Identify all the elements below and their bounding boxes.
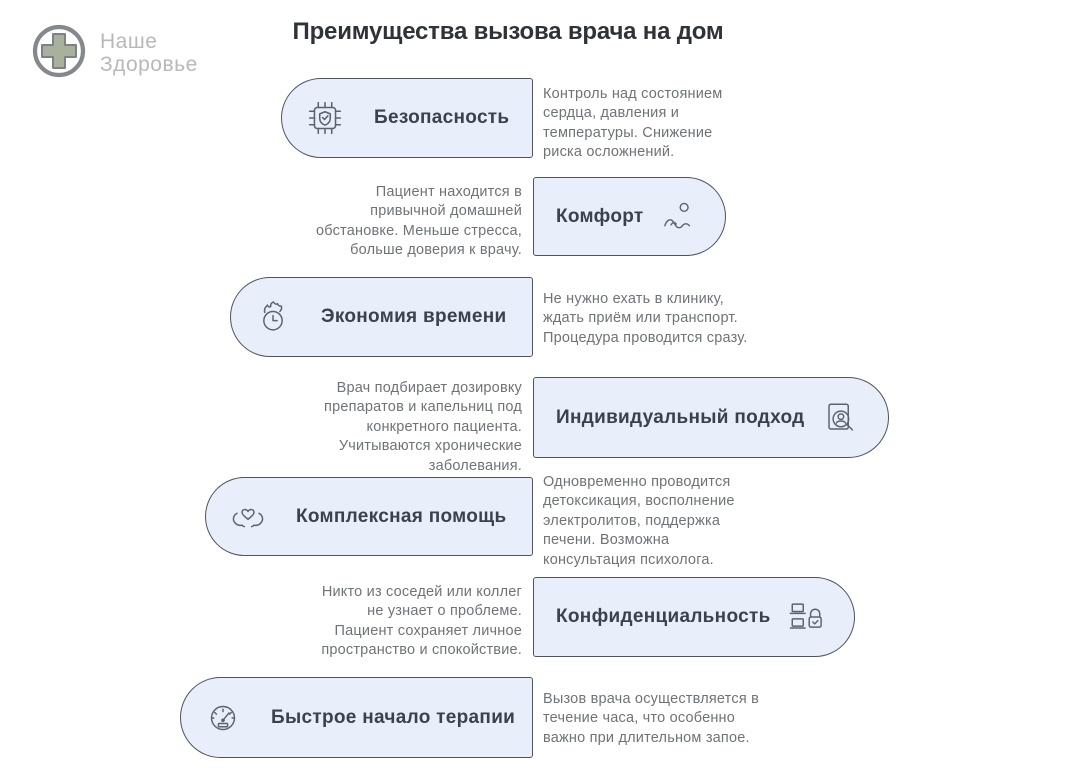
benefit-title-fast-start: Быстрое начало терапии [271,706,516,728]
benefit-card-individual-approach [533,377,889,458]
clock-flame-icon [251,295,295,339]
benefit-card-time-saving [230,277,533,357]
hands-heart-icon [226,495,270,539]
devices-lock-icon [784,595,828,639]
benefit-title-time-saving: Экономия времени [321,306,507,327]
benefit-desc-individual-approach: Врач подбирает дозировку препаратов и капельниц под конкретного пациента. Учитываются хронические заболевания. [324,380,522,474]
benefit-title-safety: Безопасность [374,107,510,128]
benefit-desc-confidentiality: Никто из соседей или коллег не узнает о проблеме. Пациент сохраняет личное пространство и спокойствие. [321,584,522,659]
logo-medical-cross-icon [30,22,88,85]
benefit-desc-safety: Контроль над состоянием сердца, давления и температуры. Снижение риска осложнений. [543,86,723,161]
logo [30,22,198,85]
benefit-card-fast-start [180,677,533,758]
benefit-title-confidentiality: Конфиденциальность [556,606,771,627]
benefit-card-comfort [533,177,726,256]
benefit-desc-comfort: Пациент находится в привычной домашней обстановке. Меньше стресса, больше доверия к врачу. [315,184,522,259]
benefit-desc-time-saving: Не нужно ехать в клинику, ждать приём или транспорт. Процедура проводится сразу. [543,291,748,346]
benefit-desc-fast-start: Вызов врача осуществляется в течение часа, что особенно важно при длительном запое. [543,691,759,746]
benefit-title-comfort: Комфорт [556,205,644,227]
profile-search-document-icon [818,396,862,440]
benefit-card-safety [281,78,533,158]
page-title: Преимущества вызова врача на дом [292,18,724,45]
benefit-desc-comprehensive-help: Одновременно проводится детоксикация, восполнение электролитов, поддержка печени. Возможна консультация психолога. [543,474,735,568]
benefit-card-comprehensive-help [205,477,533,556]
benefit-title-individual-approach: Индивидуальный подход [556,406,805,428]
relaxing-person-icon [657,196,699,238]
security-chip-shield-icon [302,95,348,141]
benefit-title-comprehensive-help: Комплексная помощь [296,505,507,527]
benefit-card-confidentiality [533,577,855,657]
speedometer-icon [201,696,245,740]
logo-text: Наше Здоровье [100,29,198,76]
